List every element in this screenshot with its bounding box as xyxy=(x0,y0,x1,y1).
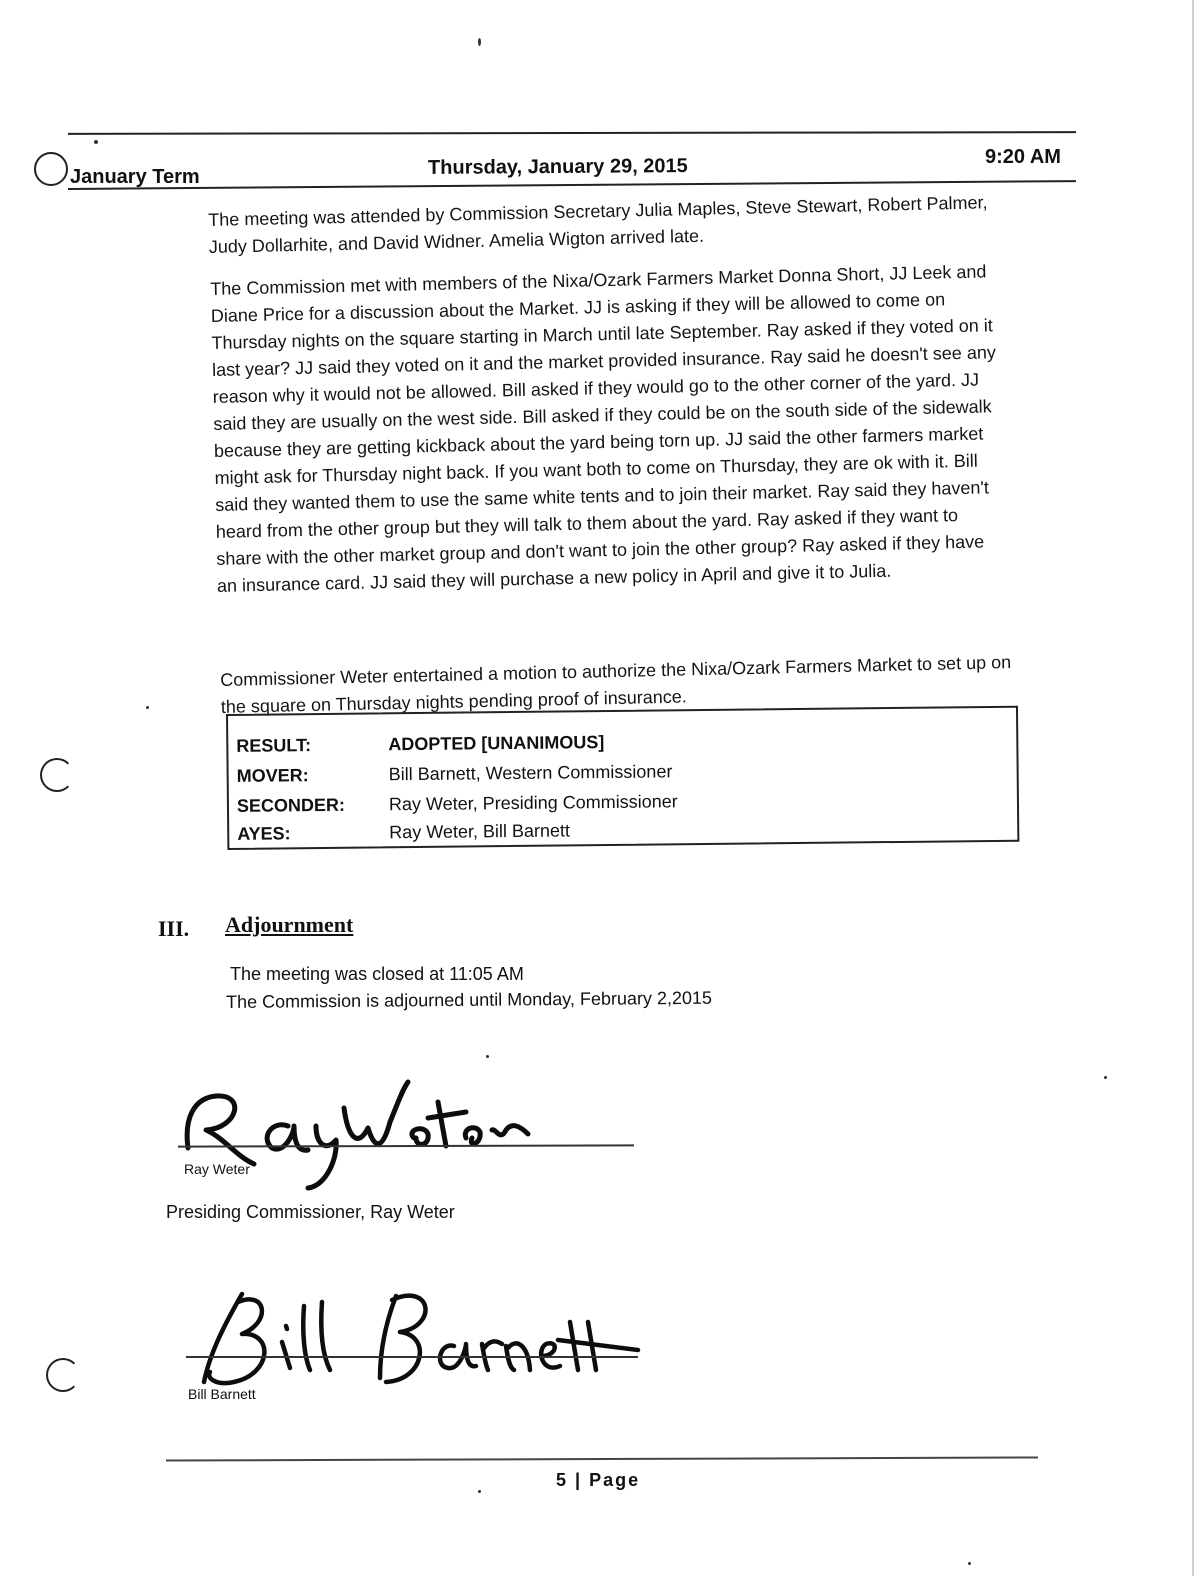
scan-speck xyxy=(146,706,149,709)
page-label: | Page xyxy=(575,1470,641,1490)
scan-speck xyxy=(968,1562,971,1565)
presiding-commissioner-title: Presiding Commissioner, Ray Weter xyxy=(166,1202,455,1222)
punch-hole xyxy=(34,152,68,186)
page-edge xyxy=(1192,0,1194,1576)
header-time: 9:20 AM xyxy=(985,146,1061,168)
page-number: 5 xyxy=(556,1470,569,1490)
scan-speck xyxy=(478,38,481,46)
discussion-paragraph: The Commission met with members of the Nixa/Ozark Farmers Market Donna Short, JJ Leek and Diane Price for a discussion about the Market. JJ is asking if they will be allowed to come on Thursday nights on the square starting in March until late September. Ray asked if they voted on it last year? JJ said they voted on it and the market provided insurance. Ray said he doesn't see any reason why it would not be allowed. Bill asked if they would go to the other corner of the yard. JJ said they are usually on the west side. Bill asked if they could be on the south side of the sidewalk because they are getting kickback about the yard being torn up. JJ said the other farmers market might ask for Thursday night back. If you want both to come on Thursday, they are ok with it. Bill said they wanted them to use the same white tents and to join their market. Ray said they haven't heard from the other group but they will talk to them about the yard. Ray asked if they want to share with the other market group and don't want to join the other group? Ray asked if they have an insurance card. JJ said they will purchase a new policy in April and give it to Julia. xyxy=(210,261,997,596)
header-term: January Term xyxy=(70,166,200,188)
scan-speck xyxy=(478,1490,481,1493)
vote-label: AYES: xyxy=(237,823,291,844)
attendance-paragraph: The meeting was attended by Commission Secretary Julia Maples, Steve Stewart, Robert Palmer, Judy Dollarhite, and David Widner. Amelia Wigton arrived late. xyxy=(208,192,988,257)
vote-label: SECONDER: xyxy=(236,794,346,816)
page-footer xyxy=(556,1470,640,1491)
scan-speck xyxy=(94,140,98,144)
signature-ray-weter xyxy=(176,1068,556,1198)
printed-name-ray-weter: Ray Weter xyxy=(184,1161,250,1177)
header-bottom-rule xyxy=(68,180,1076,190)
punch-hole xyxy=(46,1358,80,1392)
punch-hole xyxy=(40,758,74,792)
vote-label: MOVER: xyxy=(236,765,309,786)
closing-time-line: The meeting was closed at 11:05 AM xyxy=(230,964,524,984)
signature-bill-barnett xyxy=(186,1282,646,1402)
scan-speck xyxy=(486,1055,489,1058)
printed-name-bill-barnett: Bill Barnett xyxy=(188,1386,256,1402)
vote-result-box xyxy=(226,706,1019,850)
header-date: Thursday, January 29, 2015 xyxy=(427,155,688,179)
vote-value: ADOPTED [UNANIMOUS] xyxy=(388,732,605,755)
section-number: III. xyxy=(158,916,190,941)
section-title: Adjournment xyxy=(225,912,354,937)
vote-value: Ray Weter, Presiding Commissioner xyxy=(388,791,678,815)
adjourned-line: The Commission is adjourned until Monday, February 2,2015 xyxy=(226,987,713,1012)
footer-rule xyxy=(166,1456,1038,1461)
motion-paragraph: Commissioner Weter entertained a motion to authorize the Nixa/Ozark Farmers Market to set up on the square on Thursday nights pending proof of insurance. xyxy=(220,652,1012,717)
header-top-rule xyxy=(68,131,1076,135)
signature-line xyxy=(186,1356,638,1358)
vote-value: Bill Barnett, Western Commissioner xyxy=(388,761,673,785)
scan-speck xyxy=(1104,1076,1107,1079)
vote-label: RESULT: xyxy=(236,735,312,756)
vote-value: Ray Weter, Bill Barnett xyxy=(389,820,571,843)
